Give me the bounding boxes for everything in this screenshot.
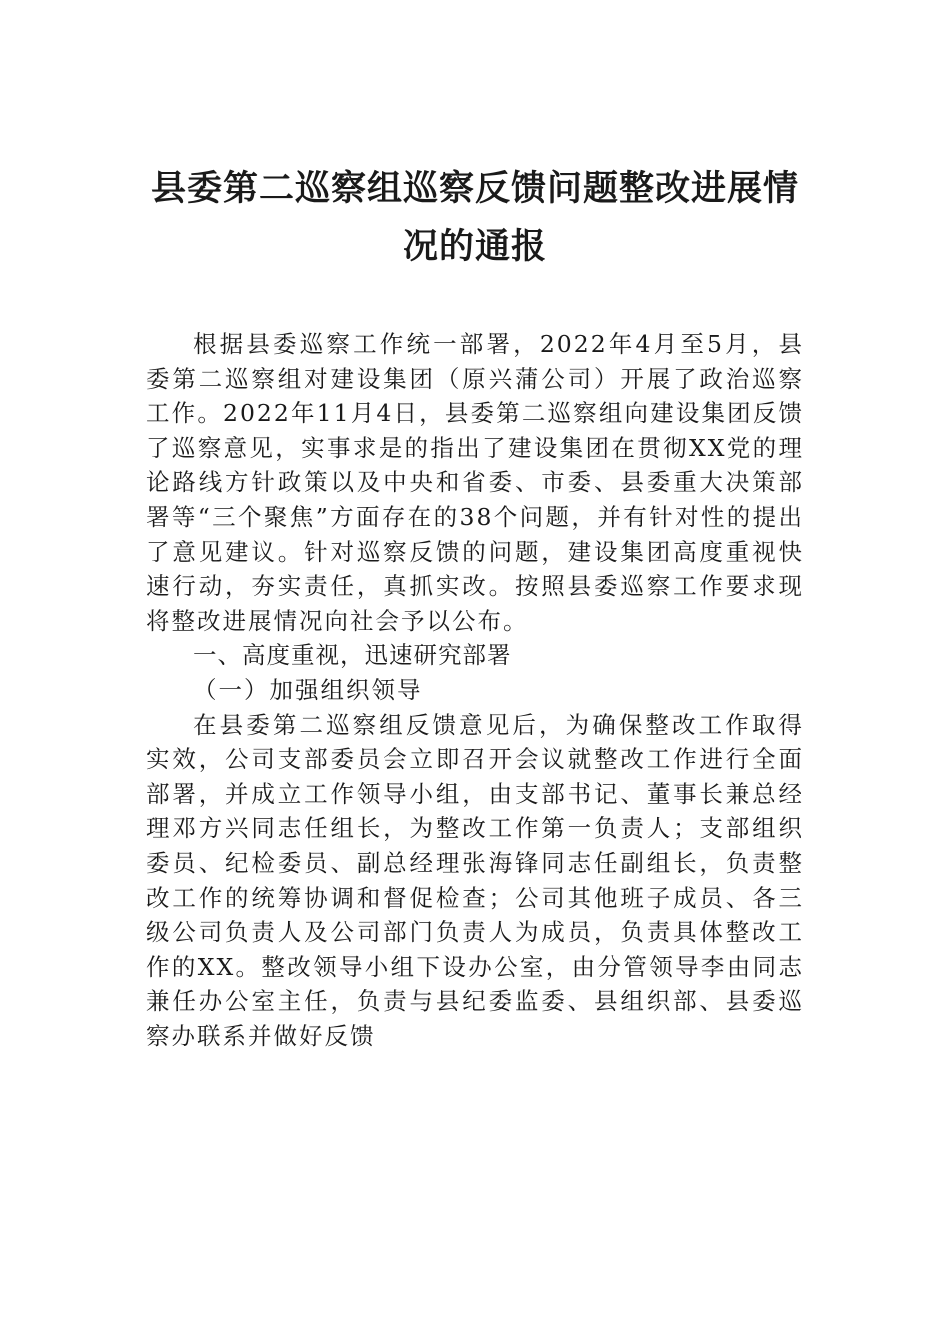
- intro-paragraph: 根据县委巡察工作统一部署，2022年4月至5月，县委第二巡察组对建设集团（原兴蒲公司）开展了政治巡察工作。2022年11月4日，县委第二巡察组向建设集团反馈了巡察意见，实事求是的指出了建设集团在贯彻XX党的理论路线方针政策以及中央和省委、市委、县委重大决策部署等“三个聚焦”方面存在的38个问题，并有针对性的提出了意见建议。针对巡察反馈的问题，建设集团高度重视快速行动，夯实责任，真抓实改。按照县委巡察工作要求现将整改进展情况向社会予以公布。: [146, 330, 804, 635]
- subsection-heading-1: （一）加强组织领导: [193, 675, 423, 704]
- document-body: [146, 327, 804, 1053]
- section-heading-1: 一、高度重视，迅速研究部署: [193, 641, 512, 670]
- document-title: 县委第二巡察组巡察反馈问题整改进展情况的通报: [150, 168, 799, 267]
- subsection-1-paragraph: 在县委第二巡察组反馈意见后，为确保整改工作取得实效，公司支部委员会立即召开会议就整改工作进行全面部署，并成立工作领导小组，由支部书记、董事长兼总经理邓方兴同志任组长，为整改工作第一负责人；支部组织委员、纪检委员、副总经理张海锋同志任副组长，负责整改工作的统筹协调和督促检查；公司其他班子成员、各三级公司负责人及公司部门负责人为成员，负责具体整改工作的XX。整改领导小组下设办公室，由分管领导李由同志兼任办公室主任，负责与县纪委监委、县组织部、县委巡察办联系并做好反馈: [146, 710, 804, 1050]
